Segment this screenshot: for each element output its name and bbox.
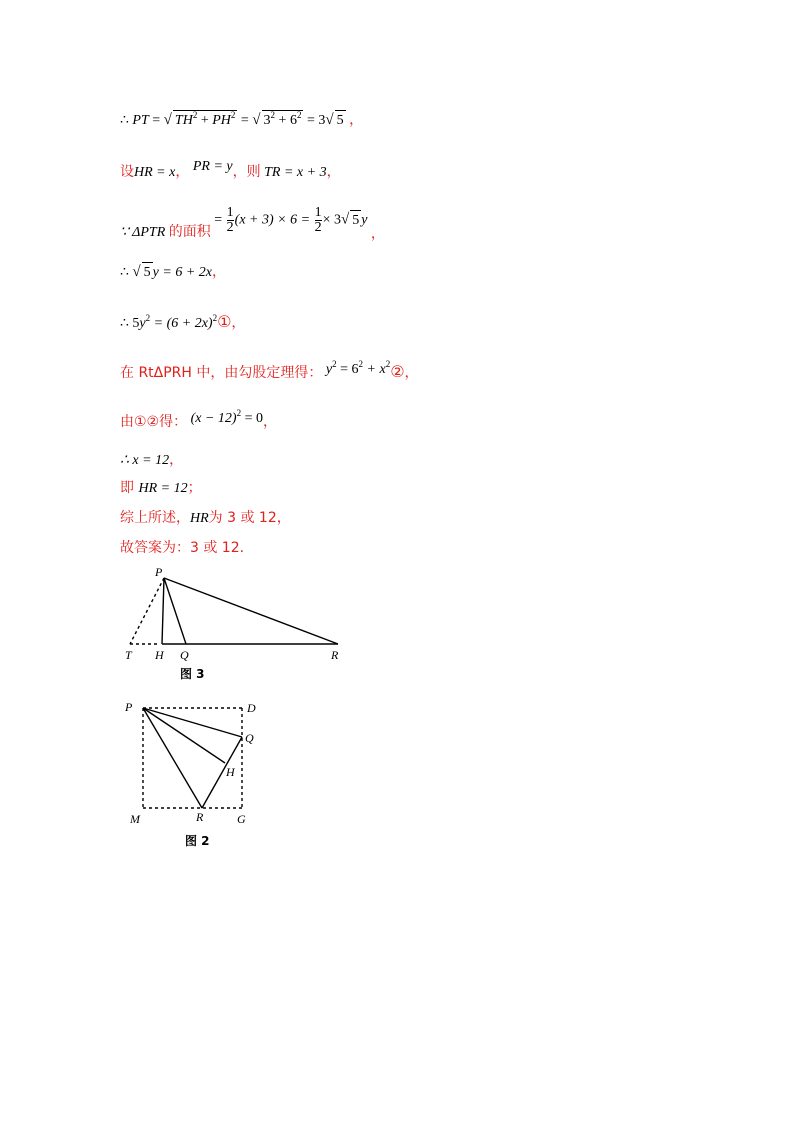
hr-term: HR — [190, 511, 209, 526]
label-p: P — [155, 565, 163, 579]
eq: = 6 — [336, 362, 359, 377]
pr-term: PR — [192, 159, 210, 174]
num: 6 — [289, 113, 297, 128]
line-9 — [120, 478, 202, 499]
text: 的面积 — [168, 223, 211, 240]
hr-term: HR — [134, 165, 153, 180]
eq: (x + 3) × 6 = — [234, 212, 311, 228]
eq: = 0 — [241, 411, 264, 426]
text: 即 — [120, 480, 139, 496]
line-4: ∴ √ 5 y = 6 + 2x， — [120, 262, 226, 283]
label-d: D — [247, 701, 256, 715]
figure-3 — [115, 560, 355, 685]
line-10 — [120, 508, 291, 529]
sup: 2 — [192, 110, 198, 120]
tr-term: TR — [264, 165, 281, 180]
eq: HR = 12 — [138, 481, 188, 496]
eq: = x — [152, 165, 176, 180]
line-3: ∵ ΔPTR 的面积 = $\frac{1}{2}$ (x + 3) × 6 = $\frac{1}{2}$ × 3√ 5 y ， — [120, 205, 385, 242]
text: 由①②得： — [120, 414, 188, 430]
sup: 2 — [236, 408, 242, 418]
pr-line — [164, 578, 338, 644]
eq: = (6 + 2x) — [150, 316, 213, 331]
figure-3-caption: 图 3 — [180, 667, 205, 681]
eq: = x + 3 — [280, 165, 327, 180]
eq: y = 6 + 2x — [152, 265, 212, 280]
sup: 2 — [270, 110, 276, 120]
line-11 — [120, 538, 244, 559]
text: ，则 — [232, 164, 261, 180]
ph-line — [143, 708, 225, 763]
num: 1 — [226, 205, 234, 220]
label-r: R — [196, 810, 204, 824]
line-1: ∴ PT = √ $TH^2 + PH^2$ = √ $3^2 + 6^2 = 3√$ 5 ， — [120, 110, 363, 131]
figure-2-caption: 图 2 — [185, 834, 210, 848]
num: 3 — [263, 113, 271, 128]
pt-line — [130, 578, 164, 644]
punct: ； — [187, 480, 202, 496]
line-8 — [120, 450, 183, 471]
fraction — [227, 206, 234, 235]
den: 2 — [226, 220, 234, 235]
eq: (x − 12) — [190, 411, 237, 426]
therefore: ∴ — [120, 265, 129, 280]
punct: ， — [370, 225, 385, 242]
therefore: ∴ 5 — [120, 316, 140, 331]
line-6 — [120, 359, 419, 384]
label-m: M — [130, 812, 140, 826]
punct: ， — [263, 414, 278, 430]
sup: 2 — [332, 359, 337, 369]
var: y — [361, 212, 368, 228]
eq: = y — [209, 159, 233, 174]
punct: ， — [169, 452, 184, 468]
label-p: P — [125, 700, 133, 714]
rq-line — [202, 737, 242, 808]
mark: ① — [217, 312, 232, 331]
label-t: T — [125, 648, 132, 662]
label-q: Q — [245, 731, 254, 745]
th-term: TH — [174, 113, 193, 128]
sup: 2 — [358, 359, 364, 369]
pq-line — [164, 578, 186, 644]
var: y — [139, 316, 146, 331]
text: 设 — [120, 164, 134, 180]
text: 故答案为：3 或 12. — [120, 540, 245, 556]
sup: 2 — [296, 110, 302, 120]
line-2 — [120, 159, 341, 183]
figure-2 — [115, 695, 275, 855]
label-g: G — [237, 812, 246, 826]
punct: ， — [175, 164, 190, 180]
punct: ， — [404, 365, 419, 381]
eq: × 3 — [322, 212, 341, 228]
punct: ， — [211, 264, 226, 280]
sup: 2 — [385, 359, 391, 369]
den: 2 — [314, 220, 322, 235]
text: 为 3 或 12， — [208, 510, 291, 526]
ph-line — [162, 578, 164, 644]
label-r: R — [331, 648, 339, 662]
label-h: H — [155, 648, 164, 662]
punct: ， — [349, 112, 364, 128]
pt-term: PT — [132, 113, 149, 128]
text: 在 RtΔPRH 中，由勾股定理得： — [120, 365, 323, 381]
line-5 — [120, 312, 245, 334]
sup: 2 — [212, 313, 218, 323]
label-q: Q — [180, 648, 189, 662]
text: 综上所述， — [120, 510, 190, 526]
num: 3 — [318, 113, 326, 128]
eq: + x — [363, 362, 386, 377]
label-h: H — [226, 765, 235, 779]
ph-term: PH — [212, 113, 231, 128]
sup: 2 — [145, 313, 151, 323]
eq: ∴ x = 12 — [120, 453, 170, 468]
punct: ， — [231, 315, 246, 331]
because: ∵ ΔPTR — [120, 224, 166, 240]
num: 1 — [314, 205, 322, 220]
num: 5 — [142, 262, 153, 283]
var: y — [325, 362, 333, 377]
punct: ， — [326, 164, 341, 180]
line-7 — [120, 408, 278, 433]
num: 5 — [335, 110, 346, 131]
mark: ② — [390, 362, 405, 381]
fraction — [315, 206, 322, 235]
sup: 2 — [230, 110, 236, 120]
num: 5 — [350, 210, 361, 231]
